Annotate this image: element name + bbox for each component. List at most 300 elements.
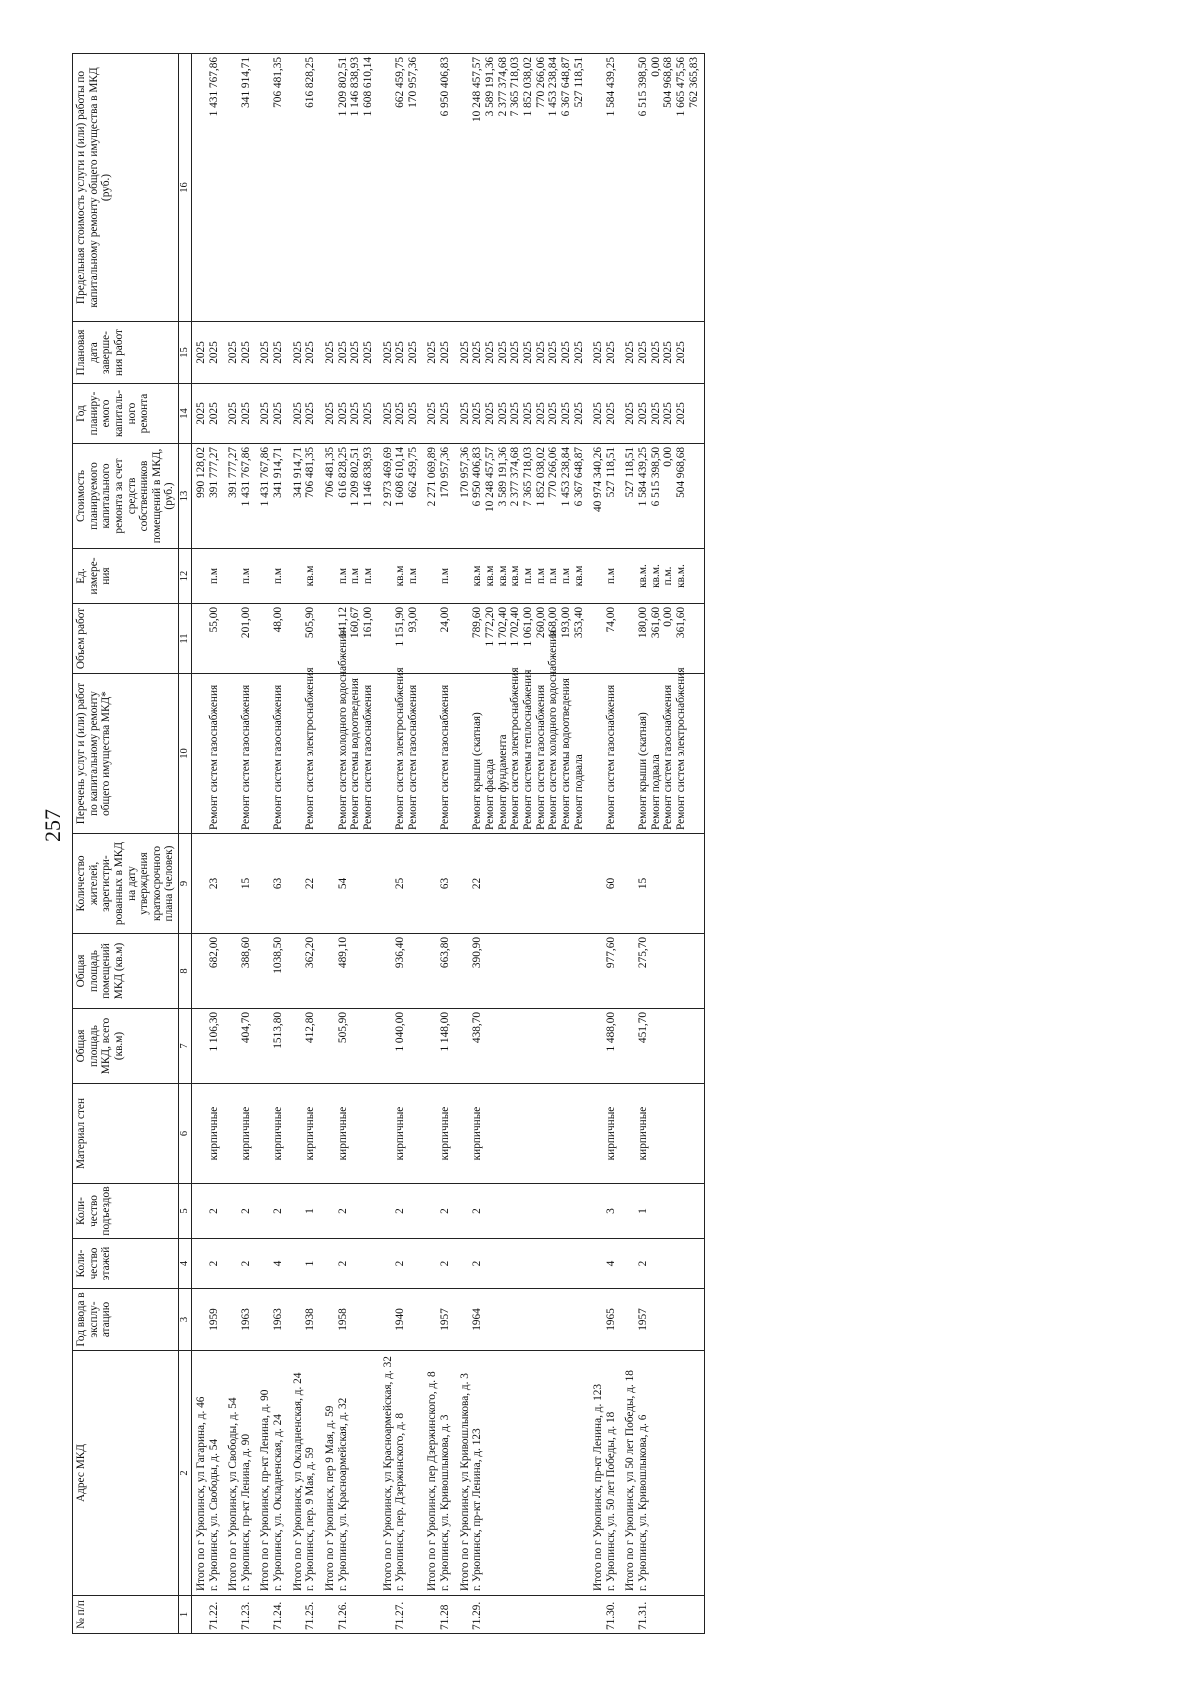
- spacer: [426, 1599, 439, 1630]
- header-cell: Плановая дата заверше-ния работ: [73, 322, 179, 384]
- total-area: 1 040,00: [394, 1012, 407, 1052]
- total-year: 2025: [291, 402, 304, 425]
- column-number: 16: [179, 54, 192, 322]
- repair-year: 2025: [471, 402, 484, 425]
- address-cell: [289, 1351, 321, 1596]
- row-number: 71.27.: [394, 1601, 407, 1630]
- cost-cell: [589, 444, 621, 549]
- spacer: [624, 677, 637, 830]
- entrances-cell: [456, 1184, 589, 1239]
- end-date: 2025: [521, 341, 534, 364]
- spacer: [292, 1599, 305, 1630]
- limit-cell: [379, 54, 424, 322]
- spacer: [592, 1012, 605, 1080]
- cost-cell: [456, 444, 589, 549]
- cost-cell: [289, 444, 321, 549]
- limit-cost: 3 589 191,36: [484, 57, 497, 117]
- column-number-row: [179, 54, 192, 1634]
- work-volume: 260,00: [534, 607, 547, 639]
- area-cell: [256, 1009, 288, 1084]
- area2-cell: [456, 934, 589, 1009]
- total-cost: 1 431 767,86: [259, 447, 272, 507]
- spacer: [259, 1242, 272, 1285]
- wall-cell: [224, 1084, 256, 1184]
- address-cell: [589, 1351, 621, 1596]
- work-volume: 1 702,40: [509, 607, 522, 647]
- work-unit: п.м: [521, 567, 534, 585]
- end-date: 2025: [349, 341, 362, 364]
- entrances: 2: [207, 1208, 220, 1214]
- end-date-cell: [456, 322, 589, 384]
- work-volume: 1 061,00: [521, 607, 534, 647]
- wall-material: кирпичные: [336, 1106, 349, 1161]
- spacer: [324, 607, 337, 670]
- end-date: 2025: [239, 341, 252, 364]
- works-cell: [621, 667, 704, 834]
- total-area: 505,90: [336, 1012, 349, 1044]
- work-cost: 6 515 398,50: [649, 447, 662, 507]
- wall-material: кирпичные: [272, 1106, 285, 1161]
- total-cost: 2 973 469,69: [381, 447, 394, 507]
- column-number: 5: [179, 1184, 192, 1239]
- address-cell: [224, 1351, 256, 1596]
- end-date: 2025: [336, 341, 349, 364]
- end-date: 2025: [406, 341, 419, 364]
- total-year: 2025: [624, 402, 637, 425]
- repair-year: 2025: [559, 402, 572, 425]
- spacer: [382, 607, 395, 670]
- spacer: [227, 1599, 240, 1630]
- volume-cell: [191, 604, 224, 674]
- work-unit: кв.м: [394, 565, 407, 587]
- spacer: [259, 1012, 272, 1080]
- year-cell: [289, 1289, 321, 1351]
- entrances: 2: [336, 1208, 349, 1214]
- work-cost: 1 146 838,93: [361, 447, 374, 507]
- spacer: [459, 1292, 472, 1347]
- total-cost: 40 974 340,26: [592, 447, 605, 512]
- residents-cell: [423, 834, 455, 934]
- repair-year-cell: [321, 384, 379, 444]
- work-volume: 74,00: [604, 607, 617, 633]
- work-cost: 527 118,51: [604, 447, 617, 498]
- spacer: [426, 1242, 439, 1285]
- area2-cell: [379, 934, 424, 1009]
- work-volume: 180,00: [637, 607, 650, 639]
- premises-area: 936,40: [394, 937, 407, 969]
- work-volume: 361,60: [675, 607, 688, 639]
- table-row: [289, 54, 321, 1634]
- limit-cost: 762 365,83: [687, 57, 700, 108]
- end-date: 2025: [649, 341, 662, 364]
- column-number: 1: [179, 1596, 192, 1634]
- work-item: Ремонт систем электроснабжения: [394, 667, 407, 830]
- work-volume: 789,60: [471, 607, 484, 639]
- entrances-cell: [589, 1184, 621, 1239]
- column-number: 11: [179, 604, 192, 674]
- entrances-cell: [321, 1184, 379, 1239]
- limit-cost: 1 146 838,93: [349, 57, 362, 117]
- spacer: [259, 1087, 272, 1180]
- end-date: 2025: [439, 341, 452, 364]
- premises-area: 663,80: [439, 937, 452, 969]
- spacer: [426, 1012, 439, 1080]
- spacer: [426, 57, 439, 318]
- work-cost: 662 459,75: [406, 447, 419, 498]
- address: г. Урюпинск, ул. Кривошлыкова, д. 3: [439, 1414, 452, 1591]
- spacer: [195, 677, 208, 830]
- total-area: 451,70: [637, 1012, 650, 1044]
- limit-cell: [256, 54, 288, 322]
- total-area: 438,70: [471, 1012, 484, 1044]
- entrances: 1: [637, 1208, 650, 1214]
- year-built: 1957: [439, 1308, 452, 1331]
- work-unit: п.м: [604, 567, 617, 585]
- area2-cell: [289, 934, 321, 1009]
- spacer: [459, 57, 472, 318]
- spacer: [324, 1187, 337, 1235]
- residents-cell: [379, 834, 424, 934]
- unit-cell: [621, 549, 704, 604]
- spacer: [324, 1242, 337, 1285]
- rotated-table-container: [72, 54, 1182, 1634]
- work-cost: 6 367 648,87: [572, 447, 585, 507]
- address-cell: [321, 1351, 379, 1596]
- work-item: Ремонт систем электроснабжения: [675, 667, 688, 830]
- limit-cost: 7 365 718,03: [509, 57, 522, 117]
- work-unit: кв.м: [471, 565, 484, 587]
- limit-cost: 662 459,75: [394, 57, 407, 108]
- work-volume: 168,00: [547, 607, 560, 639]
- spacer: [592, 1599, 605, 1630]
- end-date: 2025: [675, 341, 688, 364]
- entrances-cell: [224, 1184, 256, 1239]
- entrances-cell: [621, 1184, 704, 1239]
- total-label: Итого по г Урюпинск, ул Гагарина, д. 46: [194, 1396, 207, 1591]
- spacer: [324, 1012, 337, 1080]
- header-cell: Год планиру-емого капиталь-ного ремонта: [73, 384, 179, 444]
- repair-year: 2025: [484, 402, 497, 425]
- spacer: [592, 937, 605, 1005]
- total-end-date: 2025: [291, 341, 304, 364]
- area-cell: [589, 1009, 621, 1084]
- repair-year: 2025: [509, 402, 522, 425]
- wall-cell: [289, 1084, 321, 1184]
- total-label: Итого по г Урюпинск, ул Свободы, д. 54: [227, 1397, 240, 1591]
- limit-cost: 6 367 648,87: [559, 57, 572, 117]
- address-cell: [423, 1351, 455, 1596]
- work-unit: кв.м: [484, 565, 497, 587]
- floors-cell: [423, 1239, 455, 1289]
- table-row: [379, 54, 424, 1634]
- repair-year: 2025: [637, 402, 650, 425]
- header-cell: Материал стен: [73, 1084, 179, 1184]
- end-date-cell: [224, 322, 256, 384]
- spacer: [592, 677, 605, 830]
- spacer: [195, 1187, 208, 1235]
- address: г. Урюпинск, пер. 9 Мая, д. 59: [304, 1447, 317, 1591]
- repair-year: 2025: [336, 402, 349, 425]
- spacer: [292, 1292, 305, 1347]
- residents: 25: [394, 877, 407, 890]
- row-number: 71.22.: [207, 1601, 220, 1630]
- total-cost: 341 914,71: [291, 447, 304, 498]
- total-end-date: 2025: [194, 341, 207, 364]
- entrances-cell: [256, 1184, 288, 1239]
- area2-cell: [191, 934, 224, 1009]
- residents: 22: [471, 877, 484, 890]
- spacer: [426, 837, 439, 930]
- work-item: Ремонт систем электроснабжения: [304, 667, 317, 830]
- work-item: Ремонт систем газоснабжения: [662, 684, 675, 830]
- end-date: 2025: [496, 341, 509, 364]
- work-unit: п.м: [559, 567, 572, 585]
- work-unit: кв.м: [304, 565, 317, 587]
- address: г. Урюпинск, пр-кт Ленина, д. 123: [471, 1428, 484, 1591]
- work-volume: 201,00: [239, 607, 252, 639]
- work-volume: 353,40: [572, 607, 585, 639]
- work-item: Ремонт системы теплоснабжения: [521, 669, 534, 830]
- floors-cell: [456, 1239, 589, 1289]
- spacer: [592, 1242, 605, 1285]
- table-body: [191, 54, 704, 1634]
- limit-cell: [589, 54, 621, 322]
- premises-area: 682,00: [207, 937, 220, 969]
- spacer: [227, 1242, 240, 1285]
- unit-cell: [224, 549, 256, 604]
- works-cell: [423, 674, 455, 834]
- limit-cost: 1 665 475,56: [675, 57, 688, 117]
- work-item: Ремонт систем газоснабжения: [361, 684, 374, 830]
- floors: 1: [304, 1260, 317, 1267]
- year-cell: [589, 1289, 621, 1351]
- unit-cell: [456, 549, 589, 604]
- work-unit: п.м: [534, 567, 547, 585]
- repair-year: 2025: [272, 402, 285, 425]
- header-row: [73, 54, 179, 1634]
- repair-year: 2025: [439, 402, 452, 425]
- unit-cell: [379, 549, 424, 604]
- row-number: 71.24.: [272, 1601, 285, 1630]
- area2-cell: [423, 934, 455, 1009]
- work-cost: 1 584 439,25: [637, 447, 650, 507]
- wall-material: кирпичные: [604, 1106, 617, 1161]
- year-cell: [621, 1289, 704, 1351]
- spacer: [227, 1292, 240, 1347]
- address-cell: [256, 1351, 288, 1596]
- floors: 2: [637, 1260, 650, 1267]
- residents: 54: [336, 877, 349, 890]
- total-label: Итого по г Урюпинск, пер 9 Мая, д. 59: [324, 1405, 336, 1591]
- header-cell: Год ввода в эксплу-атацию: [73, 1289, 179, 1351]
- end-date: 2025: [509, 341, 522, 364]
- row-number-cell: [423, 1596, 455, 1634]
- spacer: [227, 1187, 240, 1235]
- spacer: [227, 1012, 240, 1080]
- work-unit: п.м: [547, 567, 560, 585]
- row-number-cell: [379, 1596, 424, 1634]
- total-end-date: 2025: [592, 341, 605, 364]
- work-unit: п.м: [239, 567, 252, 585]
- spacer: [324, 1292, 337, 1347]
- area-cell: [191, 1009, 224, 1084]
- address-cell: [621, 1351, 704, 1596]
- work-item: Ремонт фасада: [484, 758, 497, 830]
- end-date: 2025: [637, 341, 650, 364]
- end-date-cell: [191, 322, 224, 384]
- end-date-cell: [289, 322, 321, 384]
- address: г. Урюпинск, пер. Дзержинского, д. 8: [394, 1412, 407, 1591]
- work-unit: п.м: [207, 567, 220, 585]
- spacer: [292, 1012, 305, 1080]
- total-year: 2025: [194, 402, 207, 425]
- year-built: 1940: [394, 1308, 407, 1331]
- table-row: [621, 54, 704, 1634]
- wall-material: кирпичные: [637, 1106, 650, 1161]
- address: г. Урюпинск, ул. Свободы, д. 54: [207, 1438, 220, 1591]
- spacer: [292, 937, 305, 1005]
- limit-cell: [621, 54, 704, 322]
- work-unit: кв.м.: [649, 564, 662, 588]
- header-cell: Предельная стоимость услуги и (или) работы по капитальному ремонту общего имущества в МКД (руб.): [73, 54, 179, 322]
- header-cell: Ед. измере-ния: [73, 549, 179, 604]
- unit-cell: [589, 549, 621, 604]
- total-year: 2025: [592, 402, 605, 425]
- work-cost: 341 914,71: [272, 447, 285, 498]
- cost-cell: [621, 444, 704, 549]
- floors: 2: [239, 1260, 252, 1267]
- floors: 2: [439, 1260, 452, 1267]
- spacer: [259, 1292, 272, 1347]
- residents: 15: [239, 877, 252, 890]
- repair-year: 2025: [547, 402, 560, 425]
- work-cost: 391 777,27: [207, 447, 220, 498]
- spacer: [227, 607, 240, 670]
- total-cost: 170 957,36: [458, 447, 471, 498]
- total-area: 1 106,30: [207, 1012, 220, 1052]
- spacer: [382, 677, 395, 830]
- floors-cell: [224, 1239, 256, 1289]
- wall-material: кирпичные: [394, 1106, 407, 1161]
- limit-cell: [456, 54, 589, 322]
- spacer: [259, 552, 272, 600]
- floors-cell: [256, 1239, 288, 1289]
- spacer: [195, 837, 208, 930]
- column-number: 3: [179, 1289, 192, 1351]
- address-cell: [456, 1351, 589, 1596]
- work-cost: 170 957,36: [439, 447, 452, 498]
- end-date: 2025: [361, 341, 374, 364]
- spacer: [195, 1292, 208, 1347]
- row-number-cell: [224, 1596, 256, 1634]
- total-end-date: 2025: [458, 341, 471, 364]
- spacer: [195, 1599, 208, 1630]
- spacer: [459, 1242, 472, 1285]
- area-cell: [456, 1009, 589, 1084]
- work-cost: 6 950 406,83: [471, 447, 484, 507]
- work-cost: 1 453 238,84: [559, 447, 572, 507]
- wall-cell: [589, 1084, 621, 1184]
- floors-cell: [289, 1239, 321, 1289]
- total-area: 1 488,00: [604, 1012, 617, 1052]
- spacer: [592, 607, 605, 670]
- unit-cell: [191, 549, 224, 604]
- table-row: [191, 54, 224, 1634]
- residents: 63: [439, 877, 452, 890]
- end-date-cell: [621, 322, 704, 384]
- page-number: 257: [40, 809, 65, 842]
- end-date: 2025: [534, 341, 547, 364]
- premises-area: 489,10: [336, 937, 349, 969]
- row-number-cell: [256, 1596, 288, 1634]
- spacer: [292, 1187, 305, 1235]
- work-cost: 1 852 038,02: [534, 447, 547, 507]
- floors-cell: [621, 1239, 704, 1289]
- residents-cell: [289, 834, 321, 934]
- spacer: [624, 1087, 637, 1180]
- spacer: [382, 1012, 395, 1080]
- repair-year: 2025: [496, 402, 509, 425]
- limit-cost: 616 828,25: [304, 57, 317, 108]
- work-unit: п.м: [361, 567, 374, 585]
- work-unit: п.м: [336, 567, 349, 585]
- work-unit: п.м: [349, 567, 362, 585]
- spacer: [195, 552, 208, 600]
- spacer: [459, 677, 472, 830]
- limit-cost: 1 584 439,25: [604, 57, 617, 117]
- total-cost: 391 777,27: [227, 447, 240, 498]
- total-area: 1513,80: [272, 1012, 285, 1049]
- spacer: [259, 57, 272, 318]
- end-date: 2025: [394, 341, 407, 364]
- area2-cell: [589, 934, 621, 1009]
- repair-year-cell: [379, 384, 424, 444]
- work-unit: п.м: [272, 567, 285, 585]
- spacer: [382, 937, 395, 1005]
- header-cell: Общая площадь МКД, всего (кв.м): [73, 1009, 179, 1084]
- limit-cell: [224, 54, 256, 322]
- spacer: [426, 1292, 439, 1347]
- residents-cell: [191, 834, 224, 934]
- wall-cell: [379, 1084, 424, 1184]
- column-number: 6: [179, 1084, 192, 1184]
- spacer: [382, 1292, 395, 1347]
- spacer: [624, 1599, 637, 1630]
- column-number: 8: [179, 934, 192, 1009]
- premises-area: 1038,50: [272, 937, 285, 974]
- spacer: [426, 1187, 439, 1235]
- repair-year-cell: [191, 384, 224, 444]
- entrances: 2: [239, 1208, 252, 1214]
- table-row: [224, 54, 256, 1634]
- header-cell: Коли-чество подъездов: [73, 1184, 179, 1239]
- year-cell: [379, 1289, 424, 1351]
- address: г. Урюпинск, ул. 50 лет Победы, д. 18: [604, 1411, 617, 1591]
- work-cost: 1 608 610,14: [394, 447, 407, 507]
- entrances: 2: [272, 1208, 285, 1214]
- total-label: Итого по г Урюпинск, пр-кт Ленина, д. 90: [259, 1389, 272, 1591]
- row-number-cell: [321, 1596, 379, 1634]
- spacer: [459, 607, 472, 670]
- column-number: 2: [179, 1351, 192, 1596]
- residents-cell: [621, 834, 704, 934]
- limit-cost: 2 377 374,68: [496, 57, 509, 117]
- work-item: Ремонт крыши (скатная): [471, 712, 484, 830]
- spacer: [592, 552, 605, 600]
- cost-cell: [321, 444, 379, 549]
- spacer: [624, 937, 637, 1005]
- total-end-date: 2025: [227, 341, 240, 364]
